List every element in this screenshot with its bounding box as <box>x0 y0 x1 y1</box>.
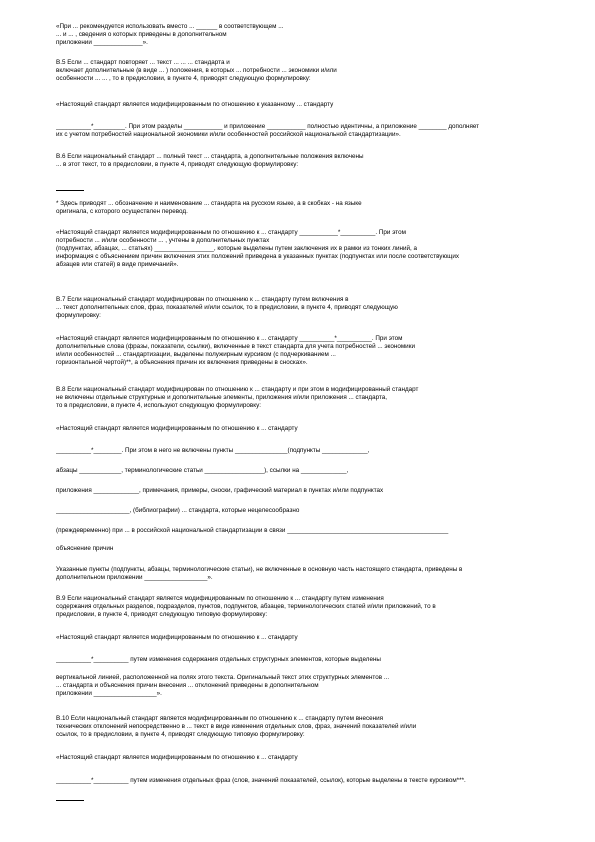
text-line: формулировку: <box>56 312 101 319</box>
text-line: не включены отдельные структурные и дополнительные элементы, приложения и/или приложения ... стандарта, <box>56 394 388 401</box>
text-line: вертикальной линией, расположенной на полях этого текста. Оригинальный текст этих структурных элементов ... <box>56 674 390 681</box>
text-line: __________*_________. При этом разделы ___________ и приложение ___________ полностью идентичны, а приложение ________ дополняет <box>56 123 480 130</box>
text-line: * Здесь приводят ... обозначение и наименование ... стандарта на русском языке, а в скобках - на языке <box>56 200 362 207</box>
paragraph-b7 <box>56 296 566 320</box>
paragraph-b10 <box>56 715 566 739</box>
text-line: ... текст дополнительных слов, фраз, показателей и/или ссылок, то в предисловии, в пункте 4, приводят следующую <box>56 304 398 311</box>
text-line: горизонтальной чертой)**, а объяснения причин их включения приведены в сносках». <box>56 359 308 366</box>
paragraph-b9-quote <box>56 634 566 642</box>
text-line: «Настоящий стандарт является модифицированным по отношению к ... стандарту <box>56 634 298 641</box>
paragraph-b8-field-3 <box>56 487 566 495</box>
text-line: технических отклонений непосредственно в ... текст в виде изменения отдельных слов, фраз, значений показателей и/или <box>56 723 417 730</box>
paragraph-intro <box>56 23 566 47</box>
text-line: приложении ______________». <box>56 39 148 46</box>
text-line: ... стандарта и объяснения причин внесения ... отклонений приведены в дополнительном <box>56 682 319 689</box>
text-line: «Настоящий стандарт является модифицированным по отношению к ... стандарту __________*__________. При этом <box>56 335 403 342</box>
text-line: то в предисловии, в пункте 4, используют следующую формулировку: <box>56 402 261 409</box>
paragraph-b9-field-2 <box>56 674 566 698</box>
text-line: абзацев или статей) в виде примечаний». <box>56 261 179 268</box>
footnote-1 <box>56 200 566 216</box>
paragraph-b8-quote <box>56 425 566 433</box>
text-line: «Настоящий стандарт является модифицированным по отношению к ... стандарту <box>56 754 298 761</box>
text-line: ... и ... , сведения о которых приведены в дополнительном <box>56 31 227 38</box>
paragraph-b8-field-5 <box>56 527 566 535</box>
paragraph-b8 <box>56 386 566 410</box>
text-line: особенности ... ... , то в предисловии, в пункте 4, приводят следующую формулировку: <box>56 75 311 82</box>
text-line: содержания отдельных разделов, подразделов, пунктов, подпунктов, абзацев, терминологических статей и/или приложений, то в <box>56 603 436 610</box>
text-line: потребности ... и/или особенности ... , учтены в дополнительных пунктах <box>56 237 270 244</box>
text-line: В.6 Если национальный стандарт ... полный текст ... стандарта, а дополнительные положения включены <box>56 153 364 160</box>
text-line: приложения _____________, примечания, примеры, сноски, графический материал в пунктах и/или подпунктах <box>56 487 384 494</box>
text-line: приложении __________________». <box>56 690 162 697</box>
text-line: В.8 Если национальный стандарт модифицирован по отношению к ... стандарту и при этом в модифицированный стандарт <box>56 386 419 393</box>
text-line: В.5 Если ... стандарт повторяет ... текст ... ... ... стандарта и <box>56 59 230 66</box>
text-line: ... в этот текст, то в предисловии, в пункте 4, приводят следующую формулировку: <box>56 161 299 168</box>
text-line: объяснение причин <box>56 545 114 552</box>
text-line: (подпунктах, абзацах, ... статьях) _________________, которые выделены путем заключения их в рамки из тонких линий, а <box>56 245 418 252</box>
paragraph-b8-field-7 <box>56 566 566 582</box>
text-line: «Настоящий стандарт является модифицированным по отношению к ... стандарту ___________*__________. При этом <box>56 229 406 236</box>
text-line: «Настоящий стандарт является модифицированным по отношению к ... стандарту <box>56 425 298 432</box>
paragraph-b5-quote-cont <box>56 123 566 139</box>
text-line: включает дополнительные (в виде ... ) положения, в которых ... потребности ... экономики и/или <box>56 67 337 74</box>
paragraph-b10-quote <box>56 754 566 762</box>
paragraph-b6 <box>56 153 566 169</box>
footnote-rule-bottom <box>56 800 84 801</box>
paragraph-b9 <box>56 595 566 619</box>
paragraph-b8-field-1 <box>56 447 566 455</box>
text-line: __________*__________ путем изменения содержания отдельных структурных элементов, которые выделены <box>56 656 381 663</box>
footnote-rule <box>56 190 84 191</box>
text-line: Указанные пункты (подпункты, абзацы, терминологические статьи), не включенные в основную часть настоящего стандарта, приведены в <box>56 566 463 573</box>
paragraph-b5-quote <box>56 101 566 109</box>
text-line: В.10 Если национальный стандарт является модифицированным по отношению к ... стандарту путем внесения <box>56 715 384 722</box>
paragraph-b8-field-2 <box>56 467 566 475</box>
text-line: предисловии, в пункте 4, приводят следующую типовую формулировку: <box>56 611 268 618</box>
text-line: В.7 Если национальный стандарт модифицирован по отношению к ... стандарту путем включения в <box>56 296 349 303</box>
paragraph-b8-field-4 <box>56 507 566 515</box>
text-line: В.9 Если национальный стандарт является модифицированным по отношению к ... стандарту путем изменения <box>56 595 384 602</box>
text-line: и/или особенностей ... стандартизации, выделены полужирным курсивом (с подчеркиванием ... <box>56 351 336 358</box>
text-line: ссылок, то в предисловии, в пункте 4, приводят следующую типовую формулировку: <box>56 731 305 738</box>
text-line: «Настоящий стандарт является модифицированным по отношению к указанному ... стандарту <box>56 101 334 108</box>
text-line: «При ... рекомендуется использовать вместо ... ______ в соответствующем ... <box>56 23 284 30</box>
text-line: (преждевременно) при ... в российской национальной стандартизации в связи ______________________________________________ <box>56 527 449 534</box>
text-line: их с учетом потребностей национальной экономики и/или особенностей российской национальной стандартизации». <box>56 131 401 138</box>
text-line: __________*__________ путем изменения отдельных фраз (слов, значений показателей, ссылок), которые выделены в тексте курсивом***. <box>56 777 466 784</box>
text-line: оригинала, с которого осуществлен перевод. <box>56 208 188 215</box>
paragraph-b7-quote <box>56 335 566 367</box>
text-line: __________*________. При этом в него не включены пункты _______________(подпункты _____________, <box>56 447 370 454</box>
paragraph-b10-field-1 <box>56 777 566 785</box>
paragraph-b5 <box>56 59 566 83</box>
paragraph-b9-field-1 <box>56 656 566 664</box>
text-line: дополнительные слова (фразы, показатели, ссылки), включенные в текст стандарта для учета потребностей ... экономики <box>56 343 415 350</box>
text-line: _____________________, (библиографии) ... стандарта, которые нецелесообразно <box>56 507 300 514</box>
text-line: абзацы ____________, терминологические статьи _________________), ссылки на _____________, <box>56 467 349 474</box>
paragraph-b6-quote <box>56 229 566 269</box>
text-line: дополнительном приложении __________________». <box>56 574 213 581</box>
paragraph-b8-field-6 <box>56 545 566 553</box>
text-line: информация с объяснением причин включения этих положений приведена в указанных пунктах (подпунктах или после соответствующих <box>56 253 460 260</box>
